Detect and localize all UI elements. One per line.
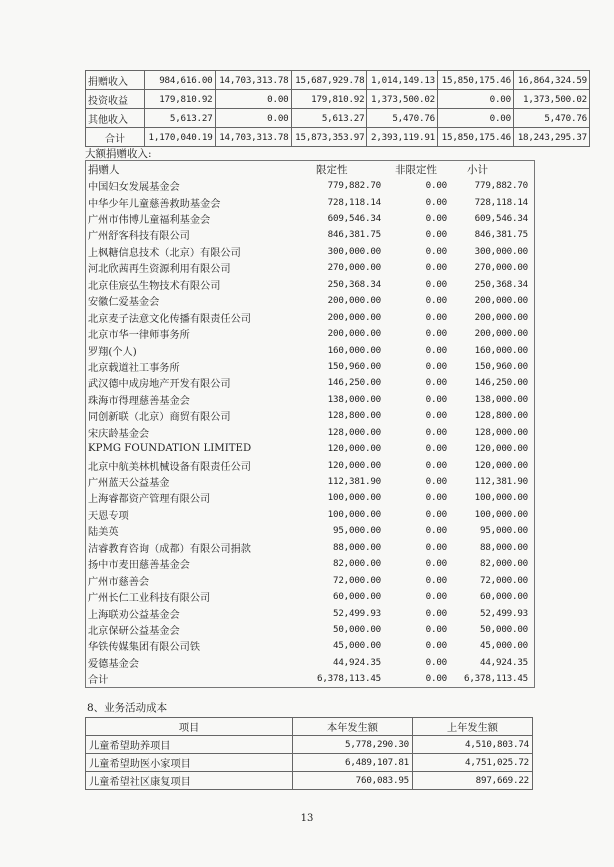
cost-current: 5,778,290.30 (293, 736, 413, 754)
donor-name: 北京麦子法意文化传播有限责任公司 (88, 313, 251, 325)
donor-subtotal: 45,000.00 (480, 640, 528, 652)
donor-name: 上海睿都资产管理有限公司 (88, 494, 211, 506)
donor-name: 天恩专项 (88, 510, 129, 522)
donor-restricted: 120,000.00 (327, 443, 381, 455)
cost-item: 儿童希望助养项目 (86, 736, 293, 754)
donor-unrestricted: 0.00 (425, 476, 447, 488)
donor-name: 广州长仁工业科技有限公司 (88, 593, 211, 605)
donor-row (86, 293, 534, 309)
donor-row (86, 358, 534, 374)
cost-header-previous: 上年发生额 (413, 718, 533, 736)
donor-restricted: 160,000.00 (327, 344, 381, 356)
donor-restricted: 82,000.00 (333, 558, 381, 570)
income-cell: 1,373,500.02 (513, 90, 589, 109)
donor-unrestricted: 0.00 (425, 262, 447, 274)
income-cell: 179,810.92 (291, 90, 367, 109)
donor-restricted: 609,546.34 (327, 213, 381, 225)
donor-unrestricted: 0.00 (425, 180, 447, 192)
cost-row (86, 754, 533, 772)
cost-current: 6,489,107.81 (293, 754, 413, 772)
donor-restricted: 728,118.14 (327, 196, 381, 208)
donor-unrestricted: 0.00 (425, 295, 447, 307)
income-cell: 14,703,313.78 (215, 128, 291, 147)
income-row-label: 捐赠收入 (86, 71, 145, 90)
donor-unrestricted: 0.00 (425, 229, 447, 241)
donor-restricted: 779,882.70 (327, 180, 381, 192)
donor-row (86, 523, 534, 539)
donor-name: 陆美英 (88, 527, 119, 539)
income-cell: 1,373,500.02 (367, 90, 438, 109)
donor-name: 广州蓝天公益基金 (88, 478, 170, 490)
donor-subtotal: 128,000.00 (474, 426, 528, 438)
donor-subtotal: 95,000.00 (480, 525, 528, 537)
donor-row (86, 375, 534, 391)
donor-restricted: 200,000.00 (327, 311, 381, 323)
donor-unrestricted: 0.00 (425, 656, 447, 668)
donor-restricted: 300,000.00 (327, 245, 381, 257)
cost-row (86, 736, 533, 754)
donor-row (86, 243, 534, 259)
donor-unrestricted: 0.00 (425, 393, 447, 405)
donor-restricted: 128,800.00 (327, 410, 381, 422)
donor-unrestricted: 0.00 (425, 328, 447, 340)
income-row (86, 90, 590, 109)
donor-unrestricted: 0.00 (425, 410, 447, 422)
donor-subtotal: 112,381.90 (474, 476, 528, 488)
donor-subtotal: 6,378,113.45 (464, 673, 528, 685)
donor-unrestricted: 0.00 (425, 492, 447, 504)
section-8-title: 8、业务活动成本 (87, 702, 168, 714)
donor-restricted: 6,378,113.45 (317, 673, 381, 685)
income-row-label: 合计 (86, 128, 145, 147)
income-cell: 15,850,175.46 (438, 71, 514, 90)
donor-restricted: 150,960.00 (327, 360, 381, 372)
donor-unrestricted: 0.00 (425, 443, 447, 455)
donor-row (86, 572, 534, 588)
donor-restricted: 100,000.00 (327, 492, 381, 504)
donor-unrestricted: 0.00 (425, 196, 447, 208)
donor-name: 武汉德中成房地产开发有限公司 (88, 379, 231, 391)
donor-subtotal: 728,118.14 (474, 196, 528, 208)
donor-unrestricted: 0.00 (425, 574, 447, 586)
donor-name: 合计 (88, 675, 109, 687)
cost-previous: 897,669.22 (413, 772, 533, 790)
donor-restricted: 60,000.00 (333, 591, 381, 603)
income-cell: 15,687,929.78 (291, 71, 367, 90)
donor-name: KPMG FOUNDATION LIMITED (88, 443, 252, 455)
donor-row (86, 260, 534, 276)
donor-unrestricted: 0.00 (425, 377, 447, 389)
donor-subtotal: 609,546.34 (474, 213, 528, 225)
income-row (86, 71, 590, 90)
income-cell: 0.00 (215, 109, 291, 128)
donor-unrestricted: 0.00 (425, 344, 447, 356)
income-row-label: 其他收入 (86, 109, 145, 128)
donor-unrestricted: 0.00 (425, 278, 447, 290)
cost-header-item: 项目 (86, 718, 293, 736)
donor-row (86, 588, 534, 604)
donor-name: 广州市伟博儿童福利基金会 (88, 215, 211, 227)
donor-name: 罗翔(个人) (88, 346, 137, 358)
donor-subtotal: 52,499.93 (480, 607, 528, 619)
donor-subtotal: 779,882.70 (474, 180, 528, 192)
donor-name: 扬中市麦田慈善基金会 (88, 560, 190, 572)
donor-unrestricted: 0.00 (425, 623, 447, 635)
donor-name: 中国妇女发展基金会 (88, 182, 180, 194)
income-cell: 15,873,353.97 (291, 128, 367, 147)
donor-row (86, 424, 534, 440)
donor-restricted: 52,499.93 (333, 607, 381, 619)
donor-subtotal: 150,960.00 (474, 360, 528, 372)
donor-restricted: 45,000.00 (333, 640, 381, 652)
activity-cost-table (85, 717, 533, 790)
income-cell: 5,470.76 (367, 109, 438, 128)
cost-header-current: 本年发生额 (293, 718, 413, 736)
donor-unrestricted: 0.00 (425, 459, 447, 471)
donor-subtotal: 200,000.00 (474, 311, 528, 323)
donor-restricted: 200,000.00 (327, 295, 381, 307)
donor-name: 广州舒客科技有限公司 (88, 231, 190, 243)
donors-header-restricted: 限定性 (316, 163, 348, 176)
donors-header-subtotal: 小计 (467, 163, 488, 176)
donor-row (86, 440, 534, 456)
income-cell: 0.00 (438, 109, 514, 128)
donor-subtotal: 250,368.34 (474, 278, 528, 290)
income-cell: 16,864,324.59 (513, 71, 589, 90)
donor-restricted: 88,000.00 (333, 541, 381, 553)
donor-row (86, 210, 534, 226)
income-cell: 1,170,040.19 (145, 128, 216, 147)
donor-row (86, 556, 534, 572)
donor-restricted: 95,000.00 (333, 525, 381, 537)
donor-unrestricted: 0.00 (425, 508, 447, 520)
cost-table-body (86, 736, 533, 790)
donor-subtotal: 138,000.00 (474, 393, 528, 405)
donor-unrestricted: 0.00 (425, 360, 447, 372)
cost-header-row (86, 718, 533, 736)
donor-subtotal: 100,000.00 (474, 508, 528, 520)
donor-restricted: 270,000.00 (327, 262, 381, 274)
donor-name: 华铁传媒集团有限公司铁 (88, 642, 201, 654)
donor-subtotal: 88,000.00 (480, 541, 528, 553)
donor-subtotal: 846,381.75 (474, 229, 528, 241)
donor-subtotal: 200,000.00 (474, 295, 528, 307)
donor-unrestricted: 0.00 (425, 640, 447, 652)
donor-name: 北京中航美林机械设备有限责任公司 (88, 461, 251, 473)
cost-previous: 4,751,025.72 (413, 754, 533, 772)
income-row (86, 128, 590, 147)
donor-subtotal: 300,000.00 (474, 245, 528, 257)
donor-row (86, 473, 534, 489)
donor-row (86, 325, 534, 341)
income-cell: 15,850,175.46 (438, 128, 514, 147)
donors-header-unrestricted: 非限定性 (395, 163, 437, 176)
income-cell: 18,243,295.37 (513, 128, 589, 147)
donor-restricted: 120,000.00 (327, 459, 381, 471)
donor-name: 河北欣茜再生资源利用有限公司 (88, 264, 231, 276)
donor-restricted: 846,381.75 (327, 229, 381, 241)
donor-name: 安徽仁爱基金会 (88, 297, 160, 309)
donor-restricted: 146,250.00 (327, 377, 381, 389)
cost-item: 儿童希望社区康复项目 (86, 772, 293, 790)
donor-unrestricted: 0.00 (425, 591, 447, 603)
donor-name: 宋庆龄基金会 (88, 428, 150, 440)
donor-subtotal: 120,000.00 (474, 443, 528, 455)
income-table (85, 70, 590, 147)
income-cell: 0.00 (215, 90, 291, 109)
cost-current: 760,083.95 (293, 772, 413, 790)
donors-header-row (86, 161, 534, 177)
donor-subtotal: 120,000.00 (474, 459, 528, 471)
donor-row (86, 506, 534, 522)
donor-row (86, 342, 534, 358)
donor-row (86, 227, 534, 243)
donor-subtotal: 146,250.00 (474, 377, 528, 389)
cost-previous: 4,510,803.74 (413, 736, 533, 754)
donor-subtotal: 200,000.00 (474, 328, 528, 340)
donor-row (86, 638, 534, 654)
cost-item: 儿童希望助医小家项目 (86, 754, 293, 772)
income-cell: 14,703,313.78 (215, 71, 291, 90)
donor-name: 爱德基金会 (88, 658, 139, 670)
donor-row (86, 539, 534, 555)
donor-restricted: 50,000.00 (333, 623, 381, 635)
donor-row (86, 457, 534, 473)
donor-subtotal: 100,000.00 (474, 492, 528, 504)
donor-subtotal: 128,800.00 (474, 410, 528, 422)
donor-name: 上海联劝公益基金会 (88, 609, 180, 621)
donor-row (86, 276, 534, 292)
donor-unrestricted: 0.00 (425, 673, 447, 685)
donors-table (85, 160, 535, 688)
donor-restricted: 200,000.00 (327, 328, 381, 340)
donor-name: 广州市慈善会 (88, 576, 150, 588)
donor-subtotal: 44,924.35 (480, 656, 528, 668)
donor-name: 北京佳宸弘生物技术有限公司 (88, 280, 221, 292)
donor-row (86, 194, 534, 210)
donor-row (86, 391, 534, 407)
donor-unrestricted: 0.00 (425, 245, 447, 257)
donor-restricted: 128,000.00 (327, 426, 381, 438)
donor-restricted: 138,000.00 (327, 393, 381, 405)
donor-restricted: 250,368.34 (327, 278, 381, 290)
donor-unrestricted: 0.00 (425, 607, 447, 619)
donor-name: 上枫糖信息技术（北京）有限公司 (88, 247, 241, 259)
donor-subtotal: 50,000.00 (480, 623, 528, 635)
income-cell: 179,810.92 (145, 90, 216, 109)
donors-title: 大额捐赠收入: (85, 148, 152, 160)
income-cell: 984,616.00 (145, 71, 216, 90)
income-row (86, 109, 590, 128)
donors-header-name: 捐赠人 (88, 163, 120, 176)
donor-subtotal: 270,000.00 (474, 262, 528, 274)
donor-unrestricted: 0.00 (425, 311, 447, 323)
income-cell: 1,014,149.13 (367, 71, 438, 90)
donor-subtotal: 72,000.00 (480, 574, 528, 586)
donor-row (86, 309, 534, 325)
cost-row (86, 772, 533, 790)
donor-subtotal: 60,000.00 (480, 591, 528, 603)
donor-subtotal: 82,000.00 (480, 558, 528, 570)
donor-name: 北京载道社工事务所 (88, 362, 180, 374)
income-table-body (86, 71, 590, 147)
donor-restricted: 72,000.00 (333, 574, 381, 586)
donor-unrestricted: 0.00 (425, 213, 447, 225)
donor-row (86, 490, 534, 506)
donor-name: 珠海市得理慈善基金会 (88, 395, 190, 407)
donors-rows (86, 177, 534, 687)
donor-row (86, 654, 534, 670)
donor-name: 同创新联（北京）商贸有限公司 (88, 412, 231, 424)
donor-name: 洁睿教育咨询（成都）有限公司捐款 (88, 543, 251, 555)
income-row-label: 投资收益 (86, 90, 145, 109)
donor-row (86, 671, 534, 687)
donor-name: 中华少年儿童慈善救助基金会 (88, 198, 221, 210)
donor-name: 北京市华一律师事务所 (88, 330, 190, 342)
donor-unrestricted: 0.00 (425, 525, 447, 537)
donor-restricted: 112,381.90 (327, 476, 381, 488)
donor-restricted: 44,924.35 (333, 656, 381, 668)
donor-unrestricted: 0.00 (425, 558, 447, 570)
donor-row (86, 177, 534, 193)
donor-row (86, 408, 534, 424)
donor-unrestricted: 0.00 (425, 541, 447, 553)
income-cell: 2,393,119.91 (367, 128, 438, 147)
donor-subtotal: 160,000.00 (474, 344, 528, 356)
donor-row (86, 621, 534, 637)
income-cell: 5,613.27 (145, 109, 216, 128)
page-number: 13 (300, 813, 314, 824)
income-cell: 0.00 (438, 90, 514, 109)
income-cell: 5,470.76 (513, 109, 589, 128)
donor-restricted: 100,000.00 (327, 508, 381, 520)
income-cell: 5,613.27 (291, 109, 367, 128)
donor-row (86, 605, 534, 621)
donor-unrestricted: 0.00 (425, 426, 447, 438)
donor-name: 北京保研公益基金会 (88, 625, 180, 637)
